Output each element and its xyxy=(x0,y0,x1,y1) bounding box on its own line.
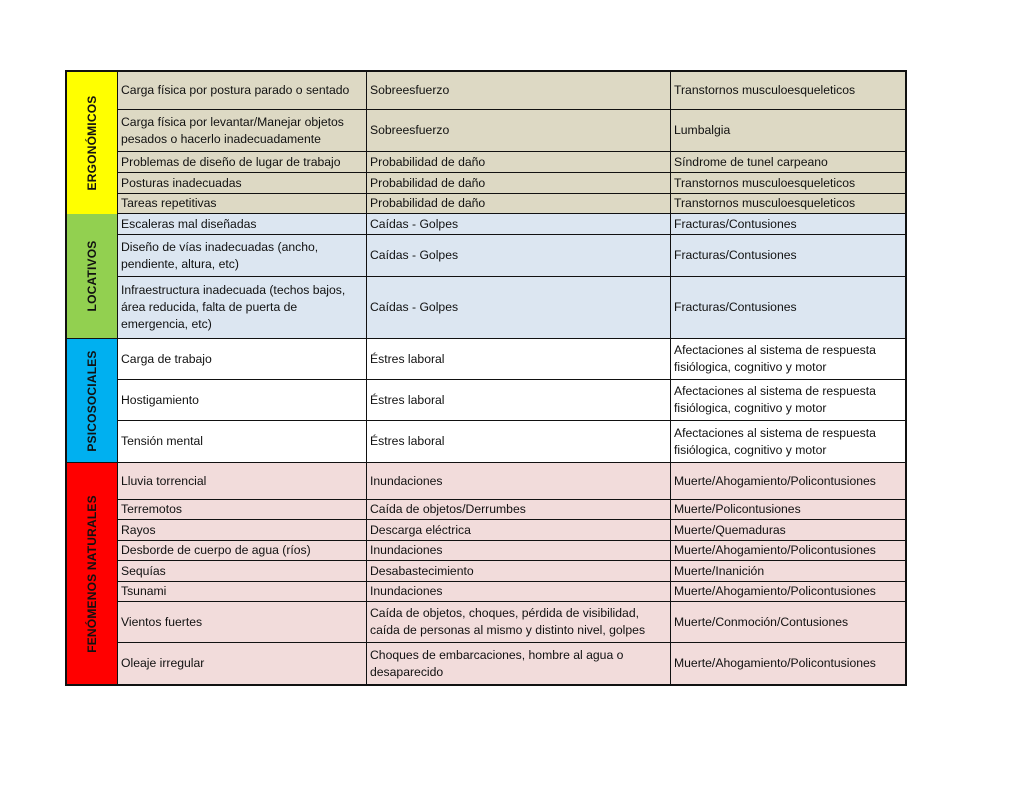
hazard-cell: Tsunami xyxy=(118,582,367,601)
hazard-cell: Hostigamiento xyxy=(118,380,367,420)
hazard-cell: Tensión mental xyxy=(118,421,367,462)
effect-cell: Desabastecimiento xyxy=(367,561,671,581)
effect-cell: Éstres laboral xyxy=(367,421,671,462)
effect-cell: Probabilidad de daño xyxy=(367,194,671,213)
effect-cell: Probabilidad de daño xyxy=(367,173,671,193)
hazard-cell: Rayos xyxy=(118,520,367,540)
hazard-cell: Carga física por levantar/Manejar objetos pesados o hacerlo inadecuadamente xyxy=(118,110,367,151)
group-side-fenomenos-naturales xyxy=(65,463,118,684)
risk-table xyxy=(65,70,907,686)
table-row xyxy=(118,235,905,277)
hazard-cell: Vientos fuertes xyxy=(118,602,367,642)
group-side-psicosociales xyxy=(65,339,118,463)
consequence-cell: Síndrome de tunel carpeano xyxy=(674,154,828,169)
effect-cell: Sobreesfuerzo xyxy=(367,110,671,151)
group-label: LOCATIVOS xyxy=(85,240,99,312)
effect-cell: Caídas - Golpes xyxy=(367,214,671,234)
effect-cell: Inundaciones xyxy=(367,463,671,499)
group-fenomenos-naturales xyxy=(65,463,907,686)
hazard-cell: Problemas de diseño de lugar de trabajo xyxy=(118,152,367,172)
consequence-cell: Muerte/Ahogamiento/Policontusiones xyxy=(674,473,876,488)
group-ergonomicos xyxy=(65,70,907,214)
group-locativos xyxy=(65,214,907,339)
hazard-cell: Diseño de vías inadecuadas (ancho, pendiente, altura, etc) xyxy=(118,235,367,276)
table-row xyxy=(118,520,905,541)
hazard-cell: Carga de trabajo xyxy=(118,339,367,379)
consequence-cell: Muerte/Policontusiones xyxy=(674,502,801,516)
group-label: PSICOSOCIALES xyxy=(85,349,99,452)
consequence-cell: Fracturas/Contusiones xyxy=(674,216,797,231)
consequence-cell: Muerte/Ahogamiento/Policontusiones xyxy=(674,584,876,598)
consequence-cell: Transtornos musculoesqueleticos xyxy=(674,196,856,210)
hazard-cell: Escaleras mal diseñadas xyxy=(118,214,367,234)
consequence-cell: Afectaciones al sistema de respuesta fisiólogica, cognitivo y motor xyxy=(674,425,876,457)
group-side-locativos xyxy=(65,214,118,339)
effect-cell: Descarga eléctrica xyxy=(367,520,671,540)
hazard-cell: Carga física por postura parado o sentado xyxy=(118,72,367,109)
table-row xyxy=(118,463,905,500)
hazard-cell: Lluvia torrencial xyxy=(118,463,367,499)
group-psicosociales xyxy=(65,339,907,463)
consequence-cell: Afectaciones al sistema de respuesta fisiólogica, cognitivo y motor xyxy=(674,343,876,374)
effect-cell: Choques de embarcaciones, hombre al agua o desaparecido xyxy=(367,643,671,684)
effect-cell: Éstres laboral xyxy=(367,380,671,420)
consequence-cell: Lumbalgia xyxy=(674,123,731,137)
consequence-cell: Muerte/Conmoción/Contusiones xyxy=(674,614,849,629)
table-row xyxy=(118,421,905,463)
table-row xyxy=(118,152,905,173)
consequence-cell: Afectaciones al sistema de respuesta fisiólogica, cognitivo y motor xyxy=(674,384,876,415)
hazard-cell: Tareas repetitivas xyxy=(118,194,367,213)
hazard-cell: Terremotos xyxy=(118,500,367,519)
consequence-cell: Muerte/Quemaduras xyxy=(674,522,786,537)
hazard-cell: Sequías xyxy=(118,561,367,581)
effect-cell: Inundaciones xyxy=(367,541,671,560)
consequence-cell: Muerte/Ahogamiento/Policontusiones xyxy=(674,656,876,670)
effect-cell: Éstres laboral xyxy=(367,339,671,379)
hazard-cell: Posturas inadecuadas xyxy=(118,173,367,193)
consequence-cell: Transtornos musculoesqueleticos xyxy=(674,175,856,190)
table-row xyxy=(118,214,905,235)
table-row xyxy=(118,380,905,421)
table-row xyxy=(118,561,905,582)
effect-cell: Caídas - Golpes xyxy=(367,277,671,338)
effect-cell: Sobreesfuerzo xyxy=(367,72,671,109)
table-row xyxy=(118,602,905,643)
table-row xyxy=(118,72,905,110)
table-row xyxy=(118,110,905,152)
table-row xyxy=(118,194,905,214)
group-label: ERGONÓMICOS xyxy=(85,95,99,191)
effect-cell: Caída de objetos, choques, pérdida de visibilidad, caída de personas al mismo y distinto nivel, golpes xyxy=(367,602,671,642)
group-label: FENÓMENOS NATURALES xyxy=(85,494,99,653)
effect-cell: Caída de objetos/Derrumbes xyxy=(367,500,671,519)
consequence-cell: Transtornos musculoesqueleticos xyxy=(674,83,856,97)
consequence-cell: Fracturas/Contusiones xyxy=(674,300,797,314)
table-row xyxy=(118,173,905,194)
hazard-cell: Infraestructura inadecuada (techos bajos, área reducida, falta de puerta de emergencia, etc) xyxy=(118,277,367,338)
hazard-cell: Desborde de cuerpo de agua (ríos) xyxy=(118,541,367,560)
effect-cell: Caídas - Golpes xyxy=(367,235,671,276)
effect-cell: Inundaciones xyxy=(367,582,671,601)
table-row xyxy=(118,541,905,561)
table-row xyxy=(118,500,905,520)
consequence-cell: Muerte/Inanición xyxy=(674,563,765,578)
group-side-ergonomicos xyxy=(65,72,118,214)
table-row xyxy=(118,339,905,380)
consequence-cell: Fracturas/Contusiones xyxy=(674,248,797,262)
hazard-cell: Oleaje irregular xyxy=(118,643,367,684)
table-row xyxy=(118,582,905,602)
consequence-cell: Muerte/Ahogamiento/Policontusiones xyxy=(674,543,876,557)
table-row xyxy=(118,277,905,339)
effect-cell: Probabilidad de daño xyxy=(367,152,671,172)
table-row xyxy=(118,643,905,684)
